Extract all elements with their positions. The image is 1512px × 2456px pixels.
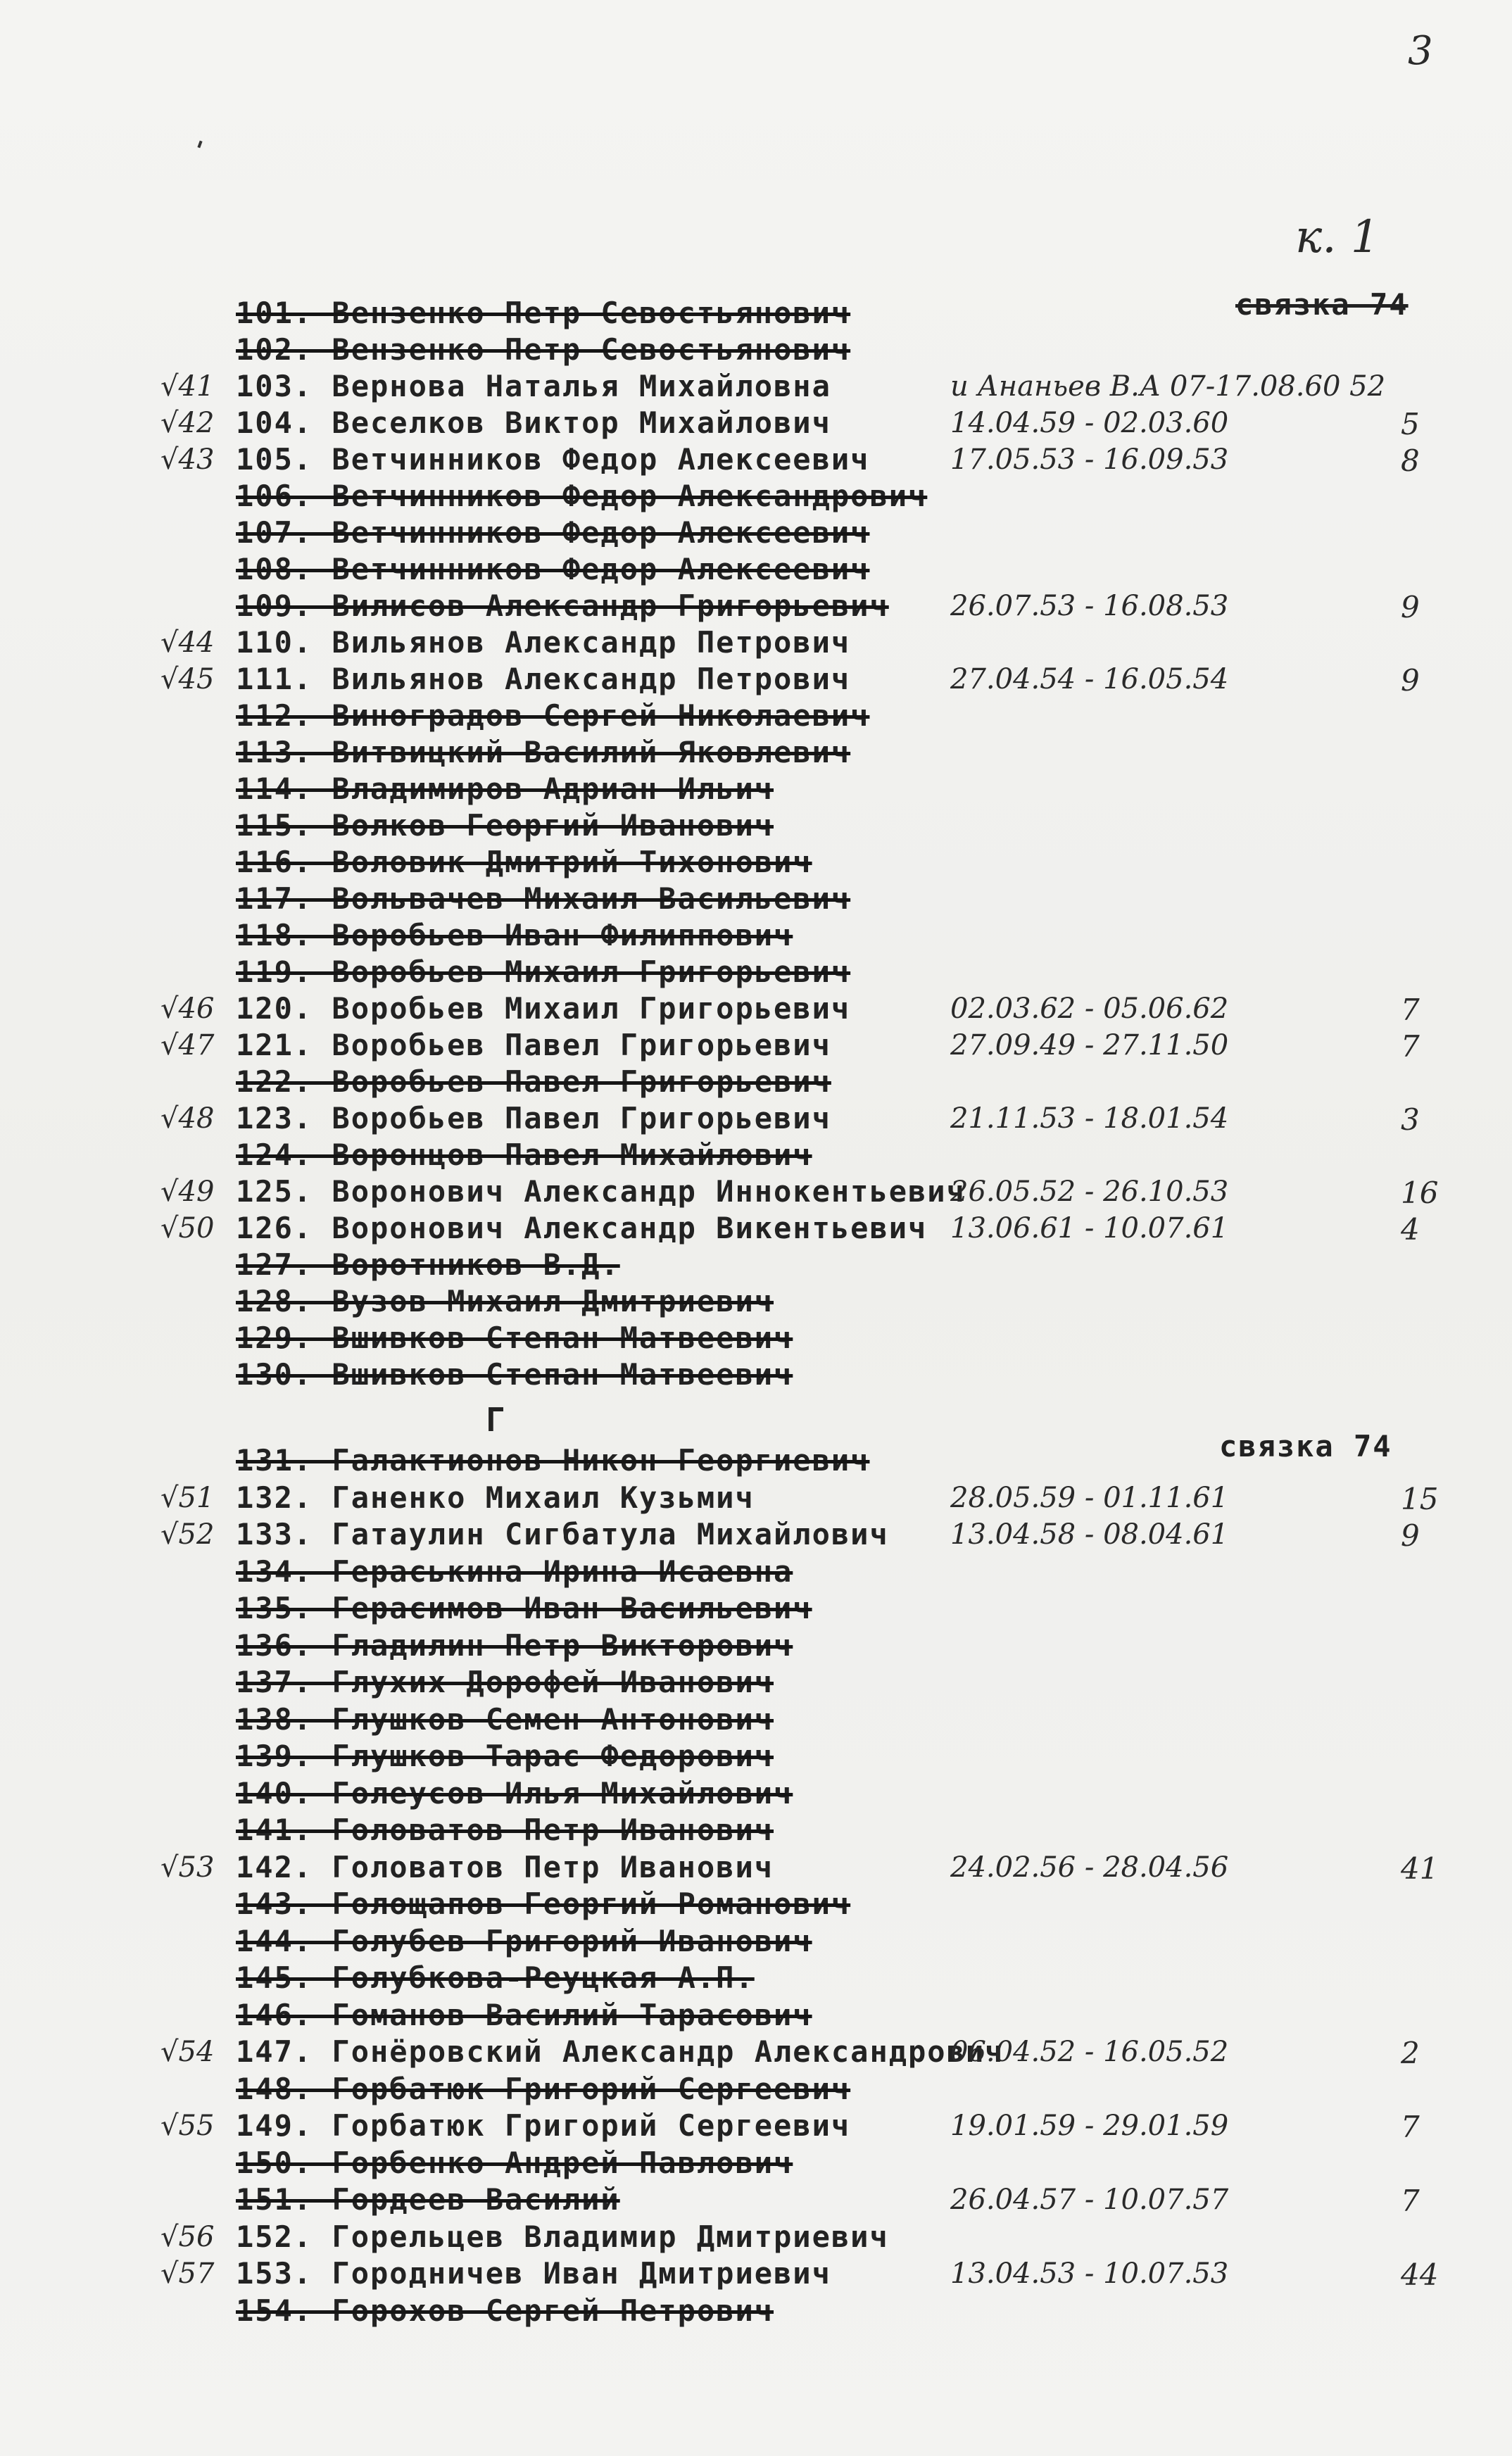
list-item (0, 991, 1512, 1028)
entry-text: 117. Вольвачев Михаил Васильевич (236, 881, 851, 916)
tick-mark: √44 (160, 626, 215, 659)
list-item (0, 332, 1512, 369)
tick-mark: √51 (160, 1481, 215, 1514)
entry-text: 145. Голубкова-Реуцкая А.П. (236, 1960, 755, 1995)
entry-text: 103. Вернова Наталья Михайловна (236, 369, 831, 403)
handwritten-note: 19.01.59 - 29.01.59 (950, 2110, 1229, 2142)
entry-text: 142. Головатов Петр Иванович (236, 1849, 774, 1884)
list-item (0, 1739, 1512, 1775)
list-item (0, 1284, 1512, 1321)
entry-text: 112. Виноградов Сергей Николаевич (236, 698, 870, 733)
handwritten-note: 26.07.53 - 16.08.53 (950, 590, 1229, 622)
section-letter-g: Г (486, 1401, 505, 1439)
entry-text: 113. Витвицкий Василий Яковлевич (236, 735, 851, 769)
handwritten-number: 44 (1401, 2257, 1439, 2292)
list-item (0, 1321, 1512, 1357)
list-item (0, 955, 1512, 991)
handwritten-number: 16 (1401, 1176, 1439, 1210)
handwritten-note: 17.05.53 - 16.09.53 (950, 443, 1229, 476)
entry-text: 121. Воробьев Павел Григорьевич (236, 1028, 831, 1062)
list-item (0, 625, 1512, 662)
list-item (0, 1101, 1512, 1138)
list-item (0, 698, 1512, 735)
entry-text: 153. Городничев Иван Дмитриевич (236, 2256, 831, 2291)
list-item (0, 479, 1512, 515)
bundle-label-g: связка 74 (1219, 1429, 1392, 1463)
handwritten-note: 24.02.56 - 28.04.56 (950, 1851, 1229, 1884)
list-item (0, 1850, 1512, 1887)
handwritten-note: 21.11.53 - 18.01.54 (950, 1102, 1229, 1135)
entry-text: 133. Гатаулин Сигбатула Михайлович (236, 1517, 889, 1551)
entry-text: 147. Гонёровский Александр Александрович (236, 2034, 1004, 2069)
list-item (0, 2219, 1512, 2256)
handwritten-note: 14.04.59 - 02.03.60 (950, 407, 1229, 439)
entry-text: 138. Глушков Семен Антонович (236, 1701, 774, 1737)
handwritten-note: 06.04.52 - 16.05.52 (950, 2036, 1229, 2068)
entry-text: 106. Ветчинников Федор Александрович (236, 479, 928, 513)
entry-text: 108. Ветчинников Федор Алексеевич (236, 552, 870, 586)
list-item (0, 845, 1512, 881)
entry-text: 118. Воробьев Иван Филиппович (236, 918, 793, 952)
handwritten-number: 4 (1401, 1212, 1420, 1247)
entry-text: 129. Вшивков Степан Матвеевич (236, 1321, 793, 1355)
entry-text: 139. Глушков Тарас Федорович (236, 1739, 774, 1773)
list-item (0, 881, 1512, 918)
handwritten-number: 7 (1401, 1029, 1420, 1064)
entry-text: 127. Воротников В.Д. (236, 1247, 620, 1282)
entry-text: 104. Веселков Виктор Михайлович (236, 405, 831, 440)
list-item (0, 1887, 1512, 1923)
tick-mark: √45 (160, 663, 215, 695)
tick-mark: √43 (160, 443, 215, 476)
entry-text: 135. Герасимов Иван Васильевич (236, 1591, 812, 1625)
tick-mark: √52 (160, 1518, 215, 1551)
handwritten-note: 26.05.52 - 26.10.53 (950, 1176, 1229, 1208)
list-item (0, 1554, 1512, 1591)
entry-text: 115. Волков Георгий Иванович (236, 808, 774, 843)
tick-mark: √50 (160, 1212, 215, 1245)
list-item (0, 588, 1512, 625)
list-item (0, 1247, 1512, 1284)
handwritten-number: 5 (1401, 407, 1420, 441)
list-item (0, 1517, 1512, 1554)
list-item (0, 2293, 1512, 2330)
entry-text: 140. Голеусов Илья Михайлович (236, 1775, 793, 1810)
entry-text: 134. Гераськина Ирина Исаевна (236, 1554, 793, 1589)
entry-text: 136. Гладилин Петр Викторович (236, 1627, 793, 1663)
list-item (0, 2256, 1512, 2293)
list-item (0, 369, 1512, 405)
handwritten-note: 13.06.61 - 10.07.61 (950, 1212, 1229, 1245)
tick-mark: √57 (160, 2257, 215, 2290)
handwritten-number: 3 (1401, 1102, 1420, 1137)
handwritten-note: и Ананьев В.А 07-17.08.60 52 (950, 370, 1386, 403)
entry-text: 154. Горохов Сергей Петрович (236, 2293, 774, 2328)
list-item (0, 918, 1512, 955)
list-item (0, 296, 1512, 332)
handwritten-note: 28.05.59 - 01.11.61 (950, 1481, 1229, 1514)
entry-text: 131. Галактионов Никон Георгиевич (236, 1443, 870, 1478)
list-item (0, 1924, 1512, 1960)
list-item (0, 1776, 1512, 1813)
tick-mark: √56 (160, 2220, 215, 2253)
list-item (0, 2034, 1512, 2071)
entry-text: 128. Вузов Михаил Дмитриевич (236, 1284, 774, 1318)
list-item (0, 2072, 1512, 2108)
handwritten-number: 41 (1401, 1851, 1439, 1886)
handwritten-note: 26.04.57 - 10.07.57 (950, 2184, 1229, 2216)
list-item (0, 405, 1512, 442)
entry-text: 123. Воробьев Павел Григорьевич (236, 1101, 831, 1135)
handwritten-number: 2 (1401, 2036, 1420, 2070)
bundle-label-top: связка 74 (1235, 287, 1409, 322)
list-item (0, 552, 1512, 588)
list-item (0, 1480, 1512, 1517)
tick-mark: √41 (160, 370, 215, 403)
handwritten-note: 13.04.53 - 10.07.53 (950, 2257, 1229, 2290)
handwritten-number: 7 (1401, 993, 1420, 1027)
list-item (0, 662, 1512, 698)
list-item (0, 2182, 1512, 2219)
list-item (0, 735, 1512, 772)
handwritten-number: 8 (1401, 443, 1420, 478)
entry-text: 102. Вензенко Петр Севостьянович (236, 332, 851, 367)
entry-text: 150. Горбенко Андрей Павлович (236, 2145, 793, 2180)
list-item (0, 808, 1512, 845)
entry-text: 116. Воловик Дмитрий Тихонович (236, 845, 812, 879)
header-mark: к. 1 (1295, 211, 1380, 263)
tick-mark: √46 (160, 993, 215, 1025)
list-item (0, 1628, 1512, 1665)
entry-text: 141. Головатов Петр Иванович (236, 1813, 774, 1847)
entry-text: 122. Воробьев Павел Григорьевич (236, 1064, 831, 1099)
ink-mark (197, 141, 202, 149)
entry-text: 152. Горельцев Владимир Дмитриевич (236, 2219, 889, 2254)
list-item (0, 1591, 1512, 1627)
entry-text: 125. Воронович Александр Иннокентьевич (236, 1174, 966, 1209)
entry-text: 124. Воронцов Павел Михайлович (236, 1138, 812, 1172)
list-item (0, 2146, 1512, 2182)
handwritten-number: 9 (1401, 1518, 1420, 1553)
entry-text: 137. Глухих Дорофей Иванович (236, 1665, 774, 1699)
handwritten-number: 9 (1401, 663, 1420, 698)
list-item (0, 772, 1512, 808)
entry-text: 132. Ганенко Михаил Кузьмич (236, 1480, 755, 1515)
entry-text: 144. Голубев Григорий Иванович (236, 1923, 812, 1958)
tick-mark: √48 (160, 1102, 215, 1135)
list-item (0, 1064, 1512, 1101)
entry-text: 143. Голощапов Георгий Романович (236, 1887, 851, 1921)
tick-mark: √54 (160, 2036, 215, 2068)
page-number: 3 (1408, 28, 1433, 74)
handwritten-number: 7 (1401, 2110, 1420, 2144)
list-item (0, 1443, 1512, 1480)
list-item (0, 1665, 1512, 1701)
entry-text: 107. Ветчинников Федор Алексеевич (236, 515, 870, 550)
list-item (0, 1357, 1512, 1394)
list-item (0, 1998, 1512, 2034)
handwritten-note: 02.03.62 - 05.06.62 (950, 993, 1229, 1025)
entry-text: 148. Горбатюк Григорий Сергеевич (236, 2071, 851, 2106)
list-item (0, 1138, 1512, 1174)
handwritten-number: 7 (1401, 2184, 1420, 2218)
entry-text: 101. Вензенко Петр Севостьянович (236, 296, 851, 330)
entry-text: 111. Вильянов Александр Петрович (236, 662, 851, 696)
tick-mark: √42 (160, 407, 215, 439)
entry-text: 151. Гордеев Василий (236, 2182, 620, 2217)
list-item (0, 1813, 1512, 1849)
entry-text: 120. Воробьев Михаил Григорьевич (236, 991, 851, 1026)
tick-mark: √55 (160, 2110, 215, 2142)
list-item (0, 1028, 1512, 1064)
list-item (0, 515, 1512, 552)
entry-text: 114. Владимиров Адриан Ильич (236, 772, 774, 806)
entry-text: 110. Вильянов Александр Петрович (236, 625, 851, 660)
entry-text: 149. Горбатюк Григорий Сергеевич (236, 2108, 851, 2143)
entry-text: 146. Гоманов Василий Тарасович (236, 1997, 812, 2032)
entry-text: 109. Вилисов Александр Григорьевич (236, 588, 889, 623)
handwritten-note: 27.04.54 - 16.05.54 (950, 663, 1229, 695)
list-item (0, 442, 1512, 479)
list-item (0, 2108, 1512, 2145)
entry-text: 130. Вшивков Степан Матвеевич (236, 1357, 793, 1392)
tick-mark: √47 (160, 1029, 215, 1062)
handwritten-note: 27.09.49 - 27.11.50 (950, 1029, 1229, 1062)
tick-mark: √53 (160, 1851, 215, 1884)
list-item (0, 1960, 1512, 1997)
entry-text: 119. Воробьев Михаил Григорьевич (236, 955, 851, 989)
list-item (0, 1211, 1512, 1247)
list-item (0, 1174, 1512, 1211)
list-item (0, 1702, 1512, 1739)
entry-text: 126. Воронович Александр Викентьевич (236, 1211, 928, 1245)
handwritten-note: 13.04.58 - 08.04.61 (950, 1518, 1229, 1551)
handwritten-number: 9 (1401, 590, 1420, 624)
handwritten-number: 15 (1401, 1481, 1439, 1516)
entry-text: 105. Ветчинников Федор Алексеевич (236, 442, 870, 477)
tick-mark: √49 (160, 1176, 215, 1208)
